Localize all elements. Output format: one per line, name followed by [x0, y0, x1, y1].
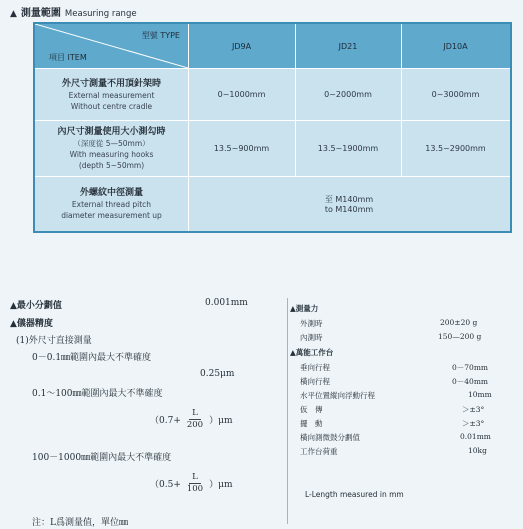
min-division-label: ▲最小分劃值 — [10, 301, 62, 311]
table-item-value: 10kg — [468, 446, 487, 455]
measuring-force-label: ▲測量力 — [290, 304, 319, 313]
range-1-value: 0.25μm — [200, 369, 235, 379]
item-label: 項目 ITEM — [49, 53, 87, 62]
table-row-label — [35, 121, 188, 176]
triangle-marker-icon: ▲ — [10, 9, 17, 19]
table-row-label — [35, 177, 188, 231]
column-header-jd9a: JD9A — [231, 41, 252, 51]
column-header-jd10a: JD10A — [443, 41, 468, 51]
table-item-value: 0－40mm — [452, 377, 489, 386]
formula-2-numerator: L — [189, 408, 201, 420]
formula-3-denominator: 100 — [186, 484, 204, 494]
table-item-value: 0－70mm — [452, 363, 489, 372]
table-cell: 13.5~1900mm — [317, 144, 379, 153]
min-division-value: 0.001mm — [205, 298, 248, 308]
range-3-text: 100－1000㎜範圍內最大不準確度 — [32, 453, 172, 463]
table-item-value: 0.01mm — [460, 432, 491, 441]
table-item-label: 工作台荷重 — [300, 447, 338, 456]
formula-2-open: （0.7+ — [150, 416, 181, 426]
precision-label: ▲儀器精度 — [10, 319, 53, 329]
row-label-zh: 外尺寸測量不用頂針架時 — [61, 78, 161, 89]
section-title: 測量範圍 — [20, 8, 61, 19]
row-label-en: External measurement — [68, 90, 155, 100]
table-item-value: ＞±3° — [462, 405, 485, 414]
table-cell: 0~2000mm — [324, 90, 372, 99]
force-item-label: 內測時 — [300, 333, 323, 342]
row-label-en: (depth 5~50mm) — [78, 161, 145, 170]
note-text: 注：L爲測量值，單位㎜ — [32, 518, 128, 528]
table-item-label: 仮 傳 — [300, 405, 323, 414]
formula-2-fraction — [184, 408, 206, 431]
range-2-text: 0.1～100㎜範圍內最大不準確度 — [32, 389, 163, 399]
table-item-label: 水平位置縱向浮動行程 — [300, 391, 375, 400]
table-cell: 13.5~900mm — [213, 144, 270, 153]
table-cell: 13.5~2900mm — [425, 144, 486, 153]
column-header-jd21: JD21 — [338, 41, 358, 51]
universal-table-label: ▲萬能工作台 — [290, 348, 334, 357]
formula-2-denominator: 200 — [186, 420, 204, 430]
table-item-label: 垂向行程 — [300, 363, 330, 372]
formula-3 — [150, 472, 232, 495]
table-row-label — [35, 69, 188, 120]
row-label-en: Without centre cradle — [70, 101, 153, 111]
length-footnote: L-Length measured in mm — [305, 490, 404, 499]
row-label-zh: 外螺紋中徑測量 — [79, 188, 143, 198]
row-label-en: diameter measurement up — [61, 211, 162, 220]
type-label: 型號 TYPE — [141, 31, 180, 40]
formula-3-fraction — [184, 472, 206, 495]
table-item-label: 擺 動 — [300, 419, 323, 428]
force-item-label: 外測時 — [300, 319, 323, 328]
table-item-value: 10mm — [468, 390, 492, 399]
table-item-label: 橫向行程 — [300, 377, 330, 386]
formula-3-close: ）μm — [209, 480, 233, 490]
table-item-value: ＞±3° — [462, 419, 485, 428]
table-cell: 0~3000mm — [431, 90, 480, 99]
row-label-en: （深度從 5—50mm） — [73, 139, 150, 148]
formula-2 — [150, 408, 232, 431]
table-cell: 0~1000mm — [217, 90, 266, 99]
formula-3-open: （0.5+ — [150, 480, 181, 490]
merged-cell-zh: 至 M140mm — [324, 195, 374, 204]
force-item-value: 150—200 g — [438, 332, 482, 341]
section-subtitle: Measuring range — [64, 9, 137, 19]
column-divider-line — [287, 298, 288, 524]
measuring-range-table — [33, 22, 512, 233]
row-label-en: With measuring hooks — [69, 150, 154, 159]
table-item-label: 橫向測微鼓分劃值 — [300, 433, 360, 442]
force-item-value: 200±20 g — [440, 318, 478, 327]
row-label-en: External thread pitch — [71, 200, 152, 209]
merged-cell-en: to M140mm — [324, 205, 374, 214]
merged-table-cell — [188, 177, 510, 231]
type-item-corner-cell — [35, 24, 188, 68]
formula-2-close: ）μm — [209, 416, 233, 426]
range-1-text: 0－0.1㎜範圍內最大不準確度 — [32, 353, 152, 363]
precision-item-1: (1)外尺寸直接測量 — [16, 336, 92, 346]
row-label-zh: 內尺寸測量使用大小測勾時 — [57, 127, 166, 137]
section-header — [10, 4, 137, 19]
formula-3-numerator: L — [189, 472, 201, 484]
